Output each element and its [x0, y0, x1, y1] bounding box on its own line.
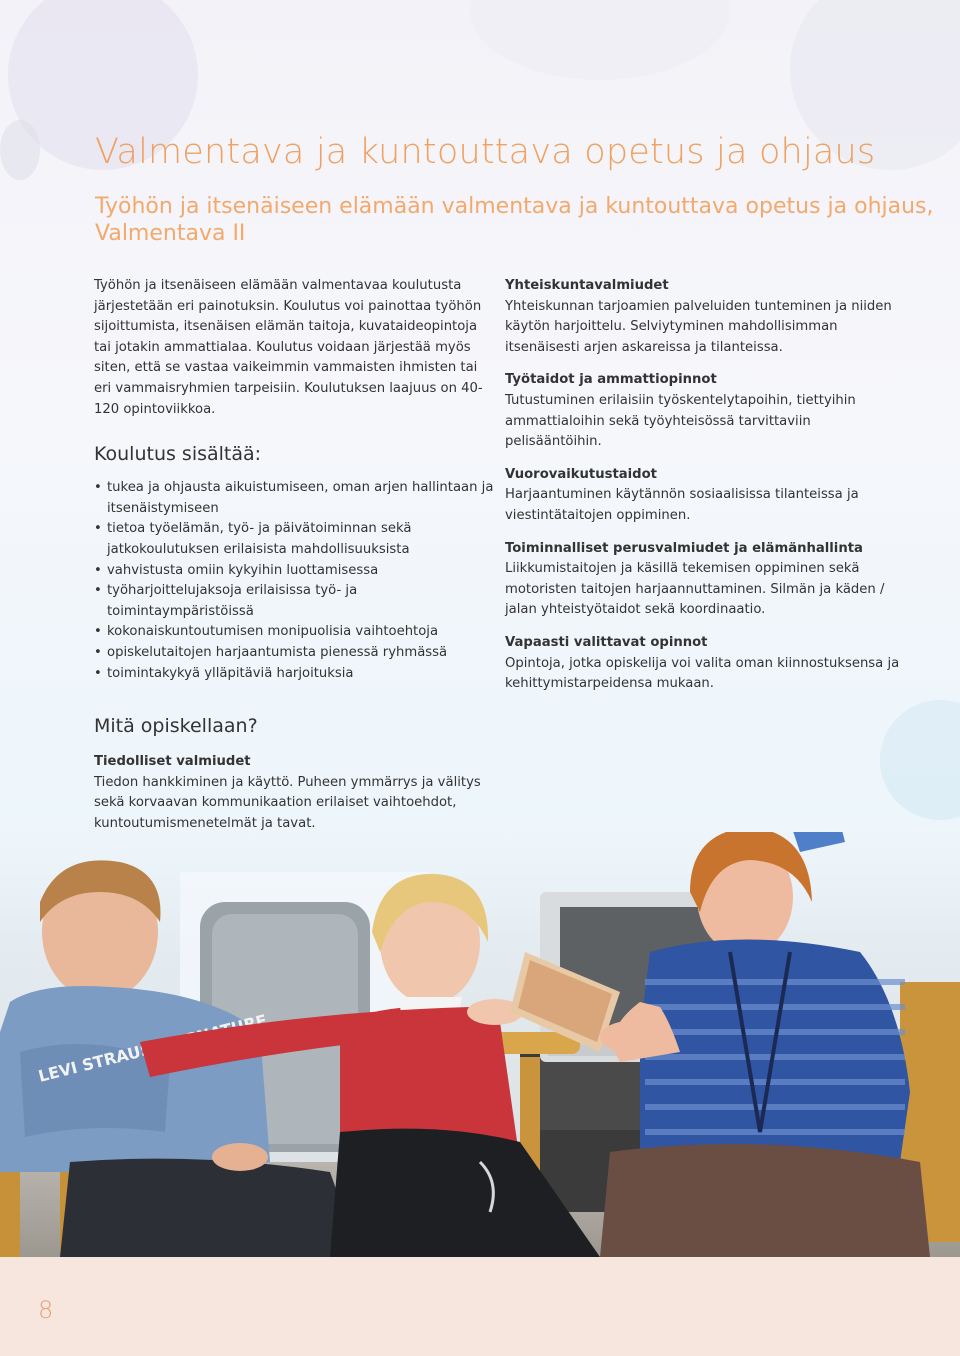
section-title: Vapaasti valittavat opinnot [505, 634, 708, 650]
study-section [505, 370, 905, 452]
study-section [505, 633, 905, 695]
section-text: Yhteiskunnan tarjoamien palveluiden tunteminen ja niiden käytön harjoittelu. Selviytyminen mahdollisimman itsenäisesti arjen askareissa ja tilanteissa. [505, 298, 892, 355]
list-item: • toimintakykyä ylläpitäviä harjoituksia [94, 664, 494, 685]
list-item: • vahvistusta omiin kykyihin luottamisessa [94, 561, 494, 582]
section-text: Harjaantuminen käytännön sosiaalisissa tilanteissa ja viestintätaitojen oppiminen. [505, 487, 859, 523]
section-text: Opintoja, jotka opiskelija voi valita oman kiinnostuksensa ja kehittymistarpeidensa mukaan. [505, 655, 900, 692]
list-item: • tietoa työelämän, työ- ja päivätoiminnan sekä jatkokoulutuksen erilaisista mahdollisuuksista [94, 519, 494, 560]
section-title: Vuorovaikutustaidot [505, 466, 657, 482]
heading-mita-opiskellaan: Mitä opiskellaan? [94, 715, 258, 738]
section-title: Toiminnalliset perusvalmiudet ja elämänhallinta [505, 540, 863, 556]
section-text: Tiedon hankkiminen ja käyttö. Puheen ymmärrys ja välitys sekä korvaavan kommunikaation erilaiset vaihtoehdot, kuntoutumismenetelmät ja tavat. [94, 774, 481, 831]
shirt-print-text: LEVI STRAUSS [36, 1036, 165, 1086]
list-item: • työharjoittelujaksoja erilaisissa työ- ja toimintaympäristöissä [94, 581, 494, 622]
study-section [505, 276, 905, 358]
list-item: • kokonaiskuntoutumisen monipuolisia vaihtoehtoja [94, 622, 494, 643]
section-title: Työtaidot ja ammattiopinnot [505, 372, 717, 388]
classroom-photo-illustration [0, 832, 960, 1257]
intro-paragraph: Työhön ja itsenäiseen elämään valmentavaa koulutusta järjestetään eri painotuksin. Koulutus voi painottaa työhön sijoittumista, itsenäisen elämän taitoja, kuvataideopintoja tai jotakin ammattialaa. Koulutus voidaan järjestää myös siten, että se vastaa vaikeimmin vammaisten ihmisten tai eri vammaisryhmien tarpeisiin. Koulutuksen laajuus on 40-120 opintoviikkoa. [94, 278, 483, 417]
classroom-photo [0, 832, 960, 1257]
study-section [505, 539, 905, 621]
page-title: Valmentava ja kuntouttava opetus ja ohjaus [95, 132, 876, 172]
list-item: • opiskelutaitojen harjaantumista pienessä ryhmässä [94, 643, 494, 664]
section-title: Yhteiskuntavalmiudet [505, 278, 669, 293]
section-text: Tutustuminen erilaisiin työskentelytapoihin, tiettyihin ammattialoihin sekä työyhteisössä tarvittaviin pelisääntöihin. [505, 392, 856, 450]
section-title: Tiedolliset valmiudet [94, 754, 251, 770]
section-text: Liikkumistaitojen ja käsillä tekemisen oppiminen sekä motoristen taitojen harjaannuttaminen. Silmän ja käden / jalan yhteistyötaidot sekä koordinaatio. [505, 561, 885, 618]
footer-band [0, 1257, 960, 1356]
page-subtitle: Työhön ja itsenäiseen elämään valmentava ja kuntouttava opetus ja ohjaus, Valmentava II [95, 194, 934, 246]
heading-koulutus-sisaltaa: Koulutus sisältää: [94, 443, 262, 466]
page-number: 8 [38, 1296, 54, 1324]
content-bullet-list [94, 478, 494, 684]
right-column [505, 276, 905, 707]
decorative-circle [0, 120, 40, 180]
list-item: • tukea ja ohjausta aikuistumiseen, oman arjen hallintaan ja itsenäistymiseen [94, 478, 494, 519]
study-section [505, 465, 905, 527]
left-column [94, 276, 494, 834]
